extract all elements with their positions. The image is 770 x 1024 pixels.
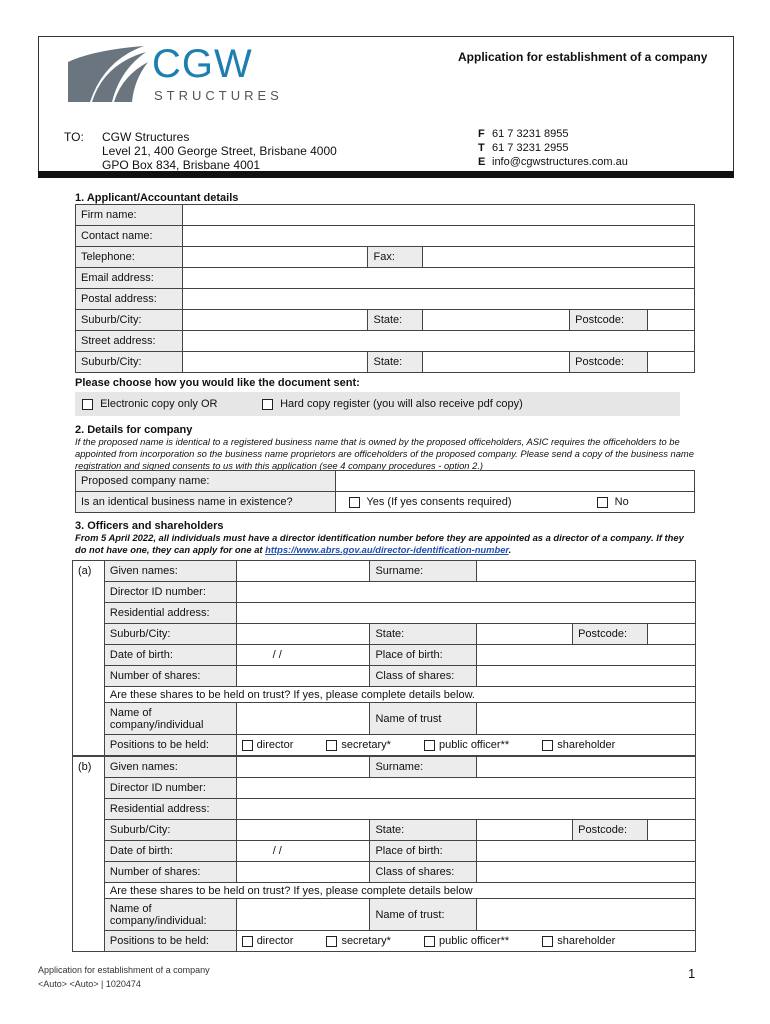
b-postcode-label: Postcode: [573,820,648,841]
section2-note: If the proposed name is identical to a registered business name that is owned by the proposed officeholders, ASIC requires the officeholders to be appointed from incorporation so the business name proprietors are officeholders of the proposed company. Please send a copy of the business name registration and signed consents to us with this application (see 4 company procedures - option 2.) [75,436,694,471]
postal-address-label: Postal address: [76,289,183,310]
identical-name-label: Is an identical business name in existence? [76,492,336,513]
postal-address-field[interactable] [182,289,694,310]
a-suburb-label: Suburb/City: [104,624,236,645]
a-class-field[interactable] [477,666,696,687]
a-suburb-field[interactable] [236,624,370,645]
a-given-field[interactable] [236,561,370,582]
b-trust-name-label: Name of trust: [370,899,477,931]
a-residential-field[interactable] [236,603,695,624]
document-title: Application for establishment of a company [458,50,708,64]
b-trust-question: Are these shares to be held on trust? If yes, please complete details below [104,883,695,899]
a-positions-label: Positions to be held: [104,735,236,756]
street-address-field[interactable] [182,331,694,352]
footer-code: <Auto> <Auto> | 1020474 [38,979,141,989]
street-suburb-field[interactable] [182,352,368,373]
postal-postcode-field[interactable] [648,310,695,331]
b-name-of-label: Name of company/individual: [104,899,236,931]
a-public-officer-checkbox[interactable] [424,740,435,751]
proposed-name-field[interactable] [335,471,694,492]
director-id-link[interactable]: https://www.abrs.gov.au/director-identification-number [265,544,509,555]
officer-a-tag: (a) [73,561,105,756]
email-label: Email address: [76,268,183,289]
postal-suburb-field[interactable] [182,310,368,331]
a-director-checkbox[interactable] [242,740,253,751]
b-postcode-field[interactable] [648,820,696,841]
b-class-field[interactable] [477,862,696,883]
contact-fax: F 61 7 3231 8955 [478,128,569,140]
postal-state-field[interactable] [423,310,570,331]
b-director-id-field[interactable] [236,778,695,799]
a-shares-field[interactable] [236,666,370,687]
b-shareholder-checkbox[interactable] [542,936,553,947]
section3-note: From 5 April 2022, all individuals must have a director identification number before they are appointed as a director of a company. If they do not have one, they can apply for one at https://www.abrs.gov.au/director-identification-number. [75,532,684,555]
identical-yes-label: Yes (If yes consents required) [366,496,512,508]
electronic-copy-option[interactable]: Electronic copy only OR [82,398,217,410]
street-state-label: State: [368,352,423,373]
street-suburb-label: Suburb/City: [76,352,183,373]
street-address-label: Street address: [76,331,183,352]
a-given-label: Given names: [104,561,236,582]
a-pob-label: Place of birth: [370,645,477,666]
logo-wordmark: CGW [152,42,253,86]
a-name-of-field[interactable] [236,703,370,735]
a-name-of-label: Name of company/individual [104,703,236,735]
b-secretary-checkbox[interactable] [326,936,337,947]
fax-field[interactable] [423,247,695,268]
a-shares-label: Number of shares: [104,666,236,687]
telephone-field[interactable] [182,247,368,268]
identical-yes-checkbox[interactable] [349,497,360,508]
b-surname-field[interactable] [477,757,696,778]
proposed-name-label: Proposed company name: [76,471,336,492]
section1-title: 1. Applicant/Accountant details [75,192,239,204]
b-pob-label: Place of birth: [370,841,477,862]
officer-b-tag: (b) [73,757,105,952]
email-field[interactable] [182,268,694,289]
header-divider [38,171,734,178]
a-dob-field[interactable]: / / [236,645,370,666]
b-trust-name-field[interactable] [477,899,696,931]
contact-name-label: Contact name: [76,226,183,247]
firm-name-label: Firm name: [76,205,183,226]
contact-telephone: T 61 7 3231 2955 [478,142,569,154]
to-label: TO: [64,130,84,144]
section3-title: 3. Officers and shareholders [75,520,224,532]
a-postcode-field[interactable] [648,624,696,645]
applicant-table [75,204,695,373]
footer-title: Application for establishment of a company [38,965,210,975]
b-suburb-label: Suburb/City: [104,820,236,841]
b-suburb-field[interactable] [236,820,370,841]
b-residential-field[interactable] [236,799,695,820]
identical-no-checkbox[interactable] [597,497,608,508]
officer-b-table: (b) Given names: Surname: Director ID number: Residential address: Suburb/City: State: Postcode: Date of birth: / / Place of birth: Number of shares: Class of shares: Are these shares to be held on trust? If yes, please complete details below Name of company/individual: Name of trust: Positions to be held: director secretary* public officer** shareholder [72,756,696,952]
a-state-label: State: [370,624,477,645]
send-method-question: Please choose how you would like the document sent: [75,377,360,389]
b-director-id-label: Director ID number: [104,778,236,799]
company-details-table [75,470,695,513]
postal-suburb-label: Suburb/City: [76,310,183,331]
b-dob-field[interactable]: / / [236,841,370,862]
electronic-copy-checkbox[interactable] [82,399,93,410]
b-pob-field[interactable] [477,841,696,862]
a-class-label: Class of shares: [370,666,477,687]
to-line-po-box: GPO Box 834, Brisbane 4001 [102,158,261,172]
a-surname-field[interactable] [477,561,696,582]
a-residential-label: Residential address: [104,603,236,624]
hard-copy-checkbox[interactable] [262,399,273,410]
street-state-field[interactable] [423,352,570,373]
a-state-field[interactable] [477,624,573,645]
street-postcode-field[interactable] [648,352,695,373]
to-line-name: CGW Structures [102,130,190,144]
a-trust-name-label: Name of trust [370,703,477,735]
page-number: 1 [688,966,696,981]
telephone-label: Telephone: [76,247,183,268]
b-public-officer-checkbox[interactable] [424,936,435,947]
b-surname-label: Surname: [370,757,477,778]
a-trust-question: Are these shares to be held on trust? If yes, please complete details below. [104,687,695,703]
b-residential-label: Residential address: [104,799,236,820]
contact-name-field[interactable] [182,226,694,247]
b-positions-label: Positions to be held: [104,931,236,952]
b-state-field[interactable] [477,820,573,841]
identical-no-label: No [614,496,629,508]
a-director-id-label: Director ID number: [104,582,236,603]
b-shares-field[interactable] [236,862,370,883]
postal-postcode-label: Postcode: [570,310,648,331]
b-class-label: Class of shares: [370,862,477,883]
a-shareholder-checkbox[interactable] [542,740,553,751]
b-director-checkbox[interactable] [242,936,253,947]
a-surname-label: Surname: [370,561,477,582]
b-shares-label: Number of shares: [104,862,236,883]
firm-name-field[interactable] [182,205,694,226]
to-line-street: Level 21, 400 George Street, Brisbane 4000 [102,144,337,158]
fax-label: Fax: [368,247,423,268]
a-secretary-checkbox[interactable] [326,740,337,751]
b-name-of-field[interactable] [236,899,370,931]
logo-subtitle: STRUCTURES [154,88,283,103]
hard-copy-option[interactable]: Hard copy register (you will also receive pdf copy) [262,398,523,410]
contact-email[interactable]: E info@cgwstructures.com.au [478,156,628,168]
b-given-label: Given names: [104,757,236,778]
a-postcode-label: Postcode: [573,624,648,645]
b-given-field[interactable] [236,757,370,778]
officer-a-table: (a) Given names: Surname: Director ID number: Residential address: Suburb/City: State: Postcode: Date of birth: / / Place of birth: Number of shares: Class of shares: Are these shares to be held on trust? If yes, please complete details below. Name of company/individual Name of trust Positions to be held: director secretary* public officer** shareholder [72,560,696,756]
a-pob-field[interactable] [477,645,696,666]
street-postcode-label: Postcode: [570,352,648,373]
a-dob-label: Date of birth: [104,645,236,666]
a-trust-name-field[interactable] [477,703,696,735]
b-state-label: State: [370,820,477,841]
b-dob-label: Date of birth: [104,841,236,862]
a-director-id-field[interactable] [236,582,695,603]
section2-title: 2. Details for company [75,424,193,436]
postal-state-label: State: [368,310,423,331]
